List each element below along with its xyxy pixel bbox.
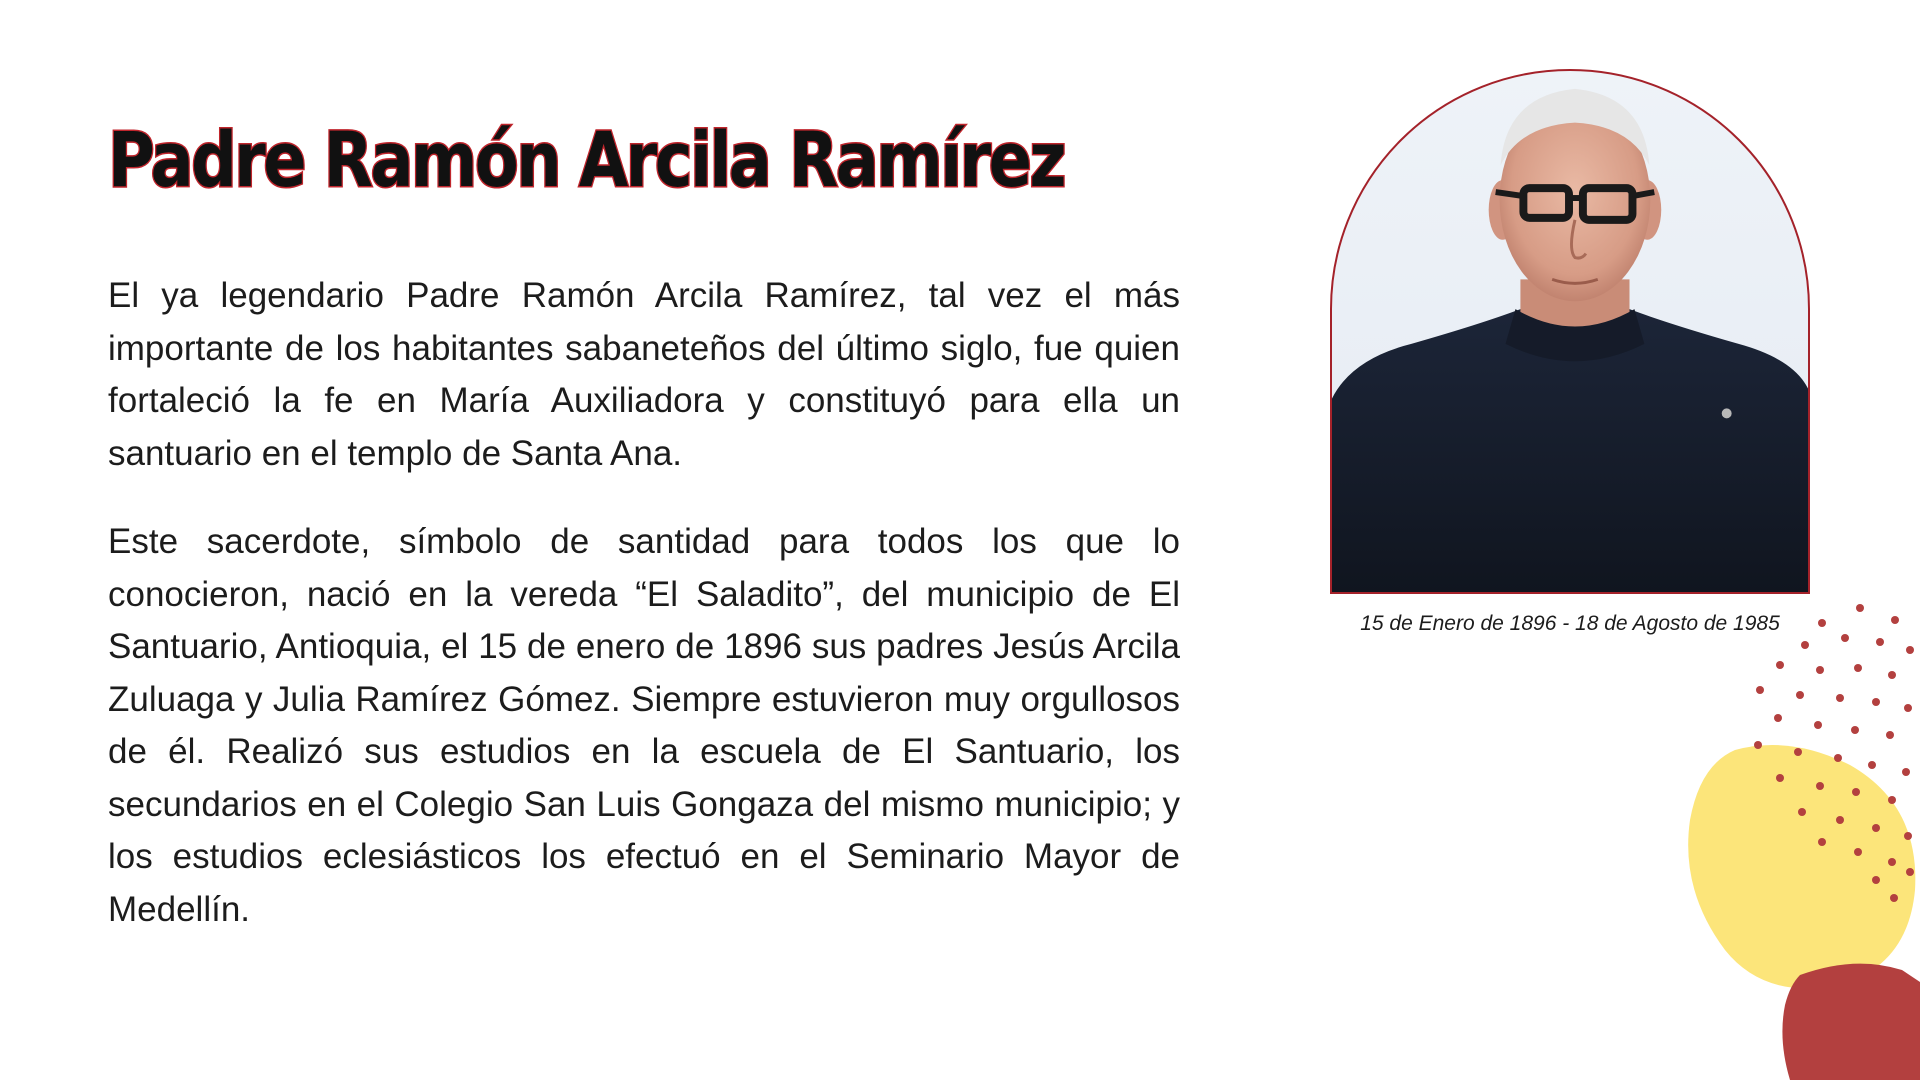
yellow-blob-shape [1688,745,1915,988]
biography-text [108,270,1180,972]
life-dates-caption: 15 de Enero de 1896 - 18 de Agosto de 1985 [1360,612,1780,635]
priest-portrait-photo [1332,71,1808,592]
red-blob-shape [1782,964,1920,1080]
portrait-frame [1330,69,1810,594]
decorative-shapes [1640,590,1920,1080]
paragraph-birth: Este sacerdote, símbolo de santidad para todos los que lo conocieron, nació en la vereda “El Saladito”, del municipio de El Santuario, Antioquia, el 15 de enero de 1896 sus padres Jesús Arcila Zuluaga y Julia Ramírez Gómez. Siempre estuvieron muy orgullosos de él. Realizó sus estudios en la escuela de El Santuario, los secundarios en el Colegio San Luis Gongaza del mismo municipio; y los estudios eclesiásticos los efectuó en el Seminario Mayor de Medellín. [108,522,1180,929]
page-title: Padre Ramón Arcila Ramírez [108,115,1065,204]
paragraph-intro: El ya legendario Padre Ramón Arcila Ramírez, tal vez el más importante de los habitantes sabaneteños del último siglo, fue quien fortaleció la fe en María Auxiliadora y constituyó para ella un santuario en el templo de Santa Ana. [108,276,1180,473]
